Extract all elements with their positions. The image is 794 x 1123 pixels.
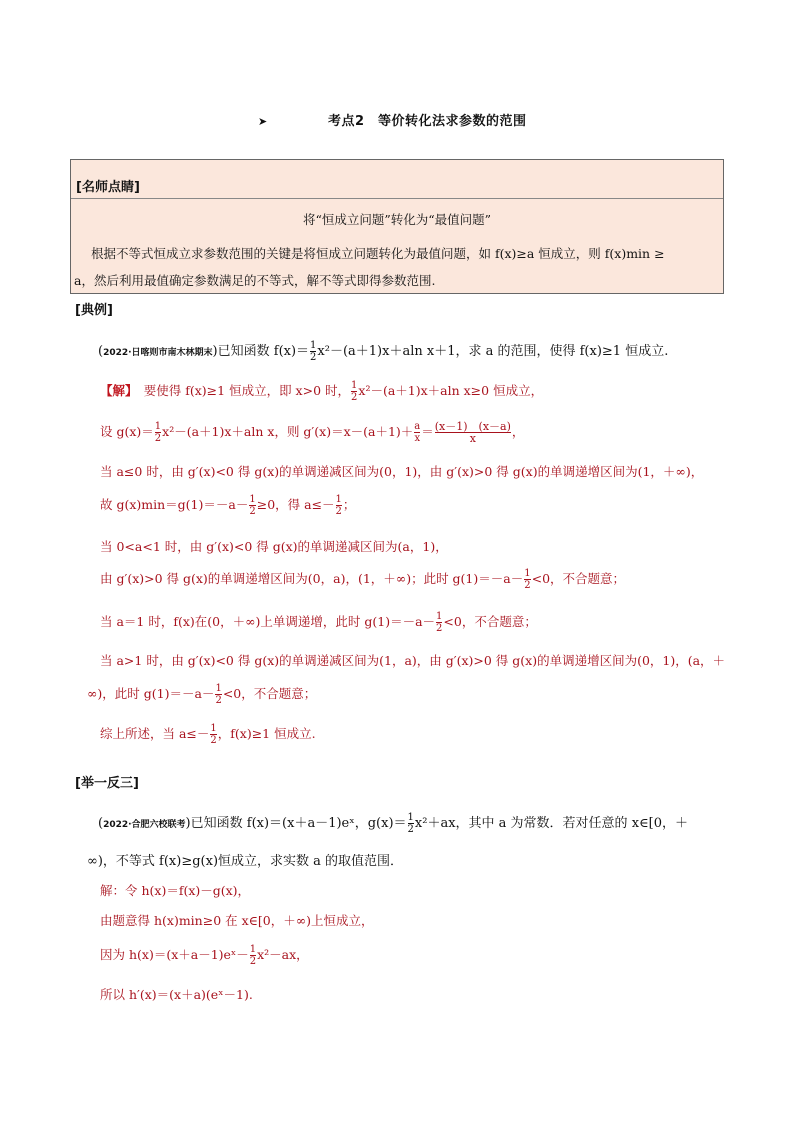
example-question — [98, 340, 668, 363]
fraction-half: $\frac{1}{2}$ — [154, 421, 162, 444]
practice-answer-1: 解：令 h(x)＝f(x)－g(x)， — [100, 883, 251, 898]
question-source: 2022·日喀则市南木林期末 — [103, 348, 213, 358]
fraction-half: $\frac{1}{2}$ — [351, 380, 358, 403]
tip-heading: [名师点睛] — [76, 180, 140, 195]
practice-question-line2: ∞)，不等式 f(x)≥g(x)恒成立，求实数 a 的取值范围． — [87, 854, 404, 869]
solution-tag: 【解】 — [100, 383, 132, 398]
tip-box — [70, 159, 724, 294]
solution-line-10: 综上所述，当 a≤－ $\frac{1}{2}$ ，f(x)≥1 恒成立. — [100, 723, 316, 746]
practice-question-line1: (2022·合肥六校联考)已知函数 f(x)＝(x＋a－1)eˣ，g(x)＝ $\frac{1}{2}$ x²＋ax，其中 a 为常数．若对任意的 x∈[0，＋ — [98, 812, 688, 835]
practice-source: 2022·合肥六校联考 — [103, 820, 186, 830]
practice-answer-3: 因为 h(x)＝(x＋a－1)eˣ－ $\frac{1}{2}$ x²－ax， — [100, 944, 309, 967]
fraction-half: $\frac{1}{2}$ — [310, 340, 317, 363]
solution-line-8: 当 a>1 时，由 g′(x)<0 得 g(x)的单调递减区间为(1，a)，由 g′(x)>0 得 g(x)的单调递增区间为(0，1)，(a，＋ — [100, 653, 726, 668]
fraction-derivative: $\frac{(x-1) (x-a)}{x}$ — [434, 420, 511, 445]
tip-divider — [71, 198, 723, 199]
fraction-half: $\frac{1}{2}$ — [524, 568, 531, 591]
solution-line-2: 设 g(x)＝ $\frac{1}{2}$ x²－(a＋1)x＋aln x，则 g′(x)＝x－(a＋1)＋ $\frac{a}{x}$ ＝ $\frac{(x-1) (x-a)}{x}$ ， — [100, 420, 525, 445]
fraction-half: $\frac{1}{2}$ — [407, 812, 414, 835]
tip-paragraph-line1: 根据不等式恒成立求参数范围的关键是将恒成立问题转化为最值问题，如 f(x)≥a 恒成立，则 f(x)min ≥ — [91, 246, 665, 261]
tip-subtitle: 将“恒成立问题”转化为“最值问题” — [302, 212, 492, 227]
solution-line-3: 当 a≤0 时，由 g′(x)<0 得 g(x)的单调递减区间为(0，1)，由 g′(x)>0 得 g(x)的单调递增区间为(1，＋∞)， — [100, 464, 704, 479]
fraction-half: $\frac{1}{2}$ — [436, 611, 443, 634]
tip-paragraph-line2: a，然后利用最值确定参数满足的不等式，解不等式即得参数范围. — [74, 273, 436, 288]
fraction-a-over-x: $\frac{a}{x}$ — [414, 421, 421, 444]
page-title — [258, 110, 527, 129]
example-heading: [典例] — [75, 303, 113, 318]
fraction-half: $\frac{1}{2}$ — [210, 723, 217, 746]
fraction-half: $\frac{1}{2}$ — [249, 494, 256, 517]
solution-line-7: 当 a＝1 时，f(x)在(0，＋∞)上单调递增，此时 g(1)＝－a－ $\frac{1}{2}$ <0，不合题意； — [100, 611, 537, 634]
solution-line-5: 当 0<a<1 时，由 g′(x)<0 得 g(x)的单调递减区间为(a，1)， — [100, 539, 448, 554]
fraction-half: $\frac{1}{2}$ — [215, 683, 222, 706]
practice-answer-2: 由题意得 h(x)min≥0 在 x∈[0，＋∞)上恒成立， — [100, 913, 374, 928]
question-text-a: )已知函数 f(x)＝ — [212, 344, 310, 359]
paren-open: ( — [98, 344, 104, 359]
fraction-half: $\frac{1}{2}$ — [335, 494, 342, 517]
practice-answer-4: 所以 h′(x)＝(x＋a)(eˣ－1). — [100, 987, 253, 1002]
practice-heading: [举一反三] — [75, 776, 139, 791]
solution-line-1: 【解】 要使得 f(x)≥1 恒成立，即 x>0 时， $\frac{1}{2}$ x²－(a＋1)x＋aln x≥0 恒成立， — [100, 380, 544, 403]
question-text-b: x²－(a＋1)x＋aln x＋1，求 a 的范围，使得 f(x)≥1 恒成立. — [317, 344, 669, 359]
arrow-bullet-icon: ➤ — [258, 115, 268, 128]
solution-line-6: 由 g′(x)>0 得 g(x)的单调递增区间为(0，a)，(1，＋∞)；此时 g(1)＝－a－ $\frac{1}{2}$ <0，不合题意； — [100, 568, 626, 591]
section-title: 考点2 等价转化法求参数的范围 — [328, 114, 527, 129]
solution-line-9: ∞)，此时 g(1)＝－a－ $\frac{1}{2}$ <0，不合题意； — [87, 683, 317, 706]
solution-line-4: 故 g(x)min＝g(1)＝－a－ $\frac{1}{2}$ ≥0，得 a≤－ $\frac{1}{2}$ ； — [100, 494, 356, 517]
fraction-half: $\frac{1}{2}$ — [249, 944, 257, 967]
